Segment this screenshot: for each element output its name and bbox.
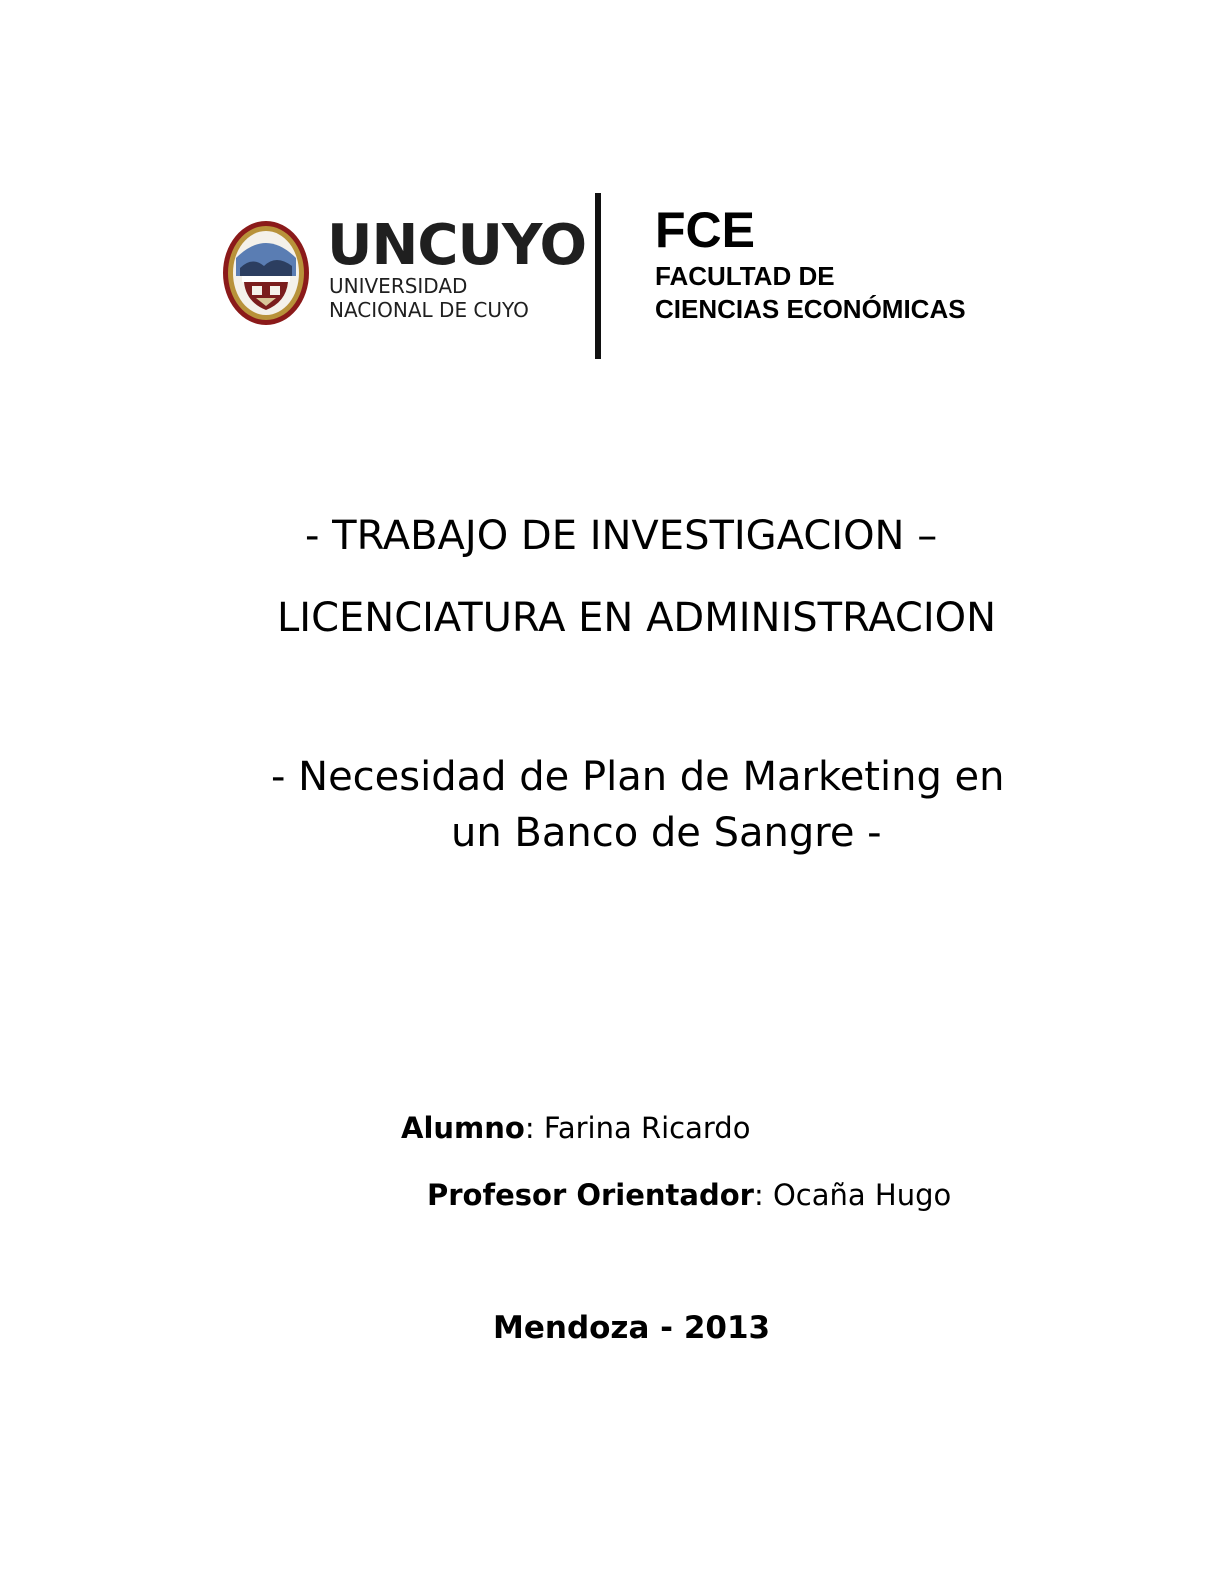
student-name: : Farina Ricardo xyxy=(524,1111,751,1145)
university-name: UNCUYO xyxy=(327,213,587,278)
faculty-name-line2: CIENCIAS ECONÓMICAS xyxy=(655,294,966,324)
faculty-acronym: FCE xyxy=(655,202,755,258)
advisor-label: Profesor Orientador xyxy=(427,1178,754,1212)
university-name-line1: UNIVERSIDAD xyxy=(329,274,468,298)
place-and-year: Mendoza - 2013 xyxy=(493,1310,771,1346)
student-label: Alumno xyxy=(401,1111,525,1145)
topic-title-line2: un Banco de Sangre - xyxy=(451,810,882,856)
advisor-name: : Ocaña Hugo xyxy=(753,1178,952,1212)
university-name-line2: NACIONAL DE CUYO xyxy=(329,298,529,322)
student-credit xyxy=(401,1111,751,1145)
degree-title: LICENCIATURA EN ADMINISTRACION xyxy=(277,595,997,641)
university-seal-icon xyxy=(222,220,310,326)
document-type-title: - TRABAJO DE INVESTIGACION – xyxy=(305,513,938,559)
header-divider xyxy=(595,193,601,359)
topic-title-line1: - Necesidad de Plan de Marketing en xyxy=(271,754,1005,800)
faculty-name-line1: FACULTAD DE xyxy=(655,261,835,291)
advisor-credit xyxy=(427,1178,952,1212)
